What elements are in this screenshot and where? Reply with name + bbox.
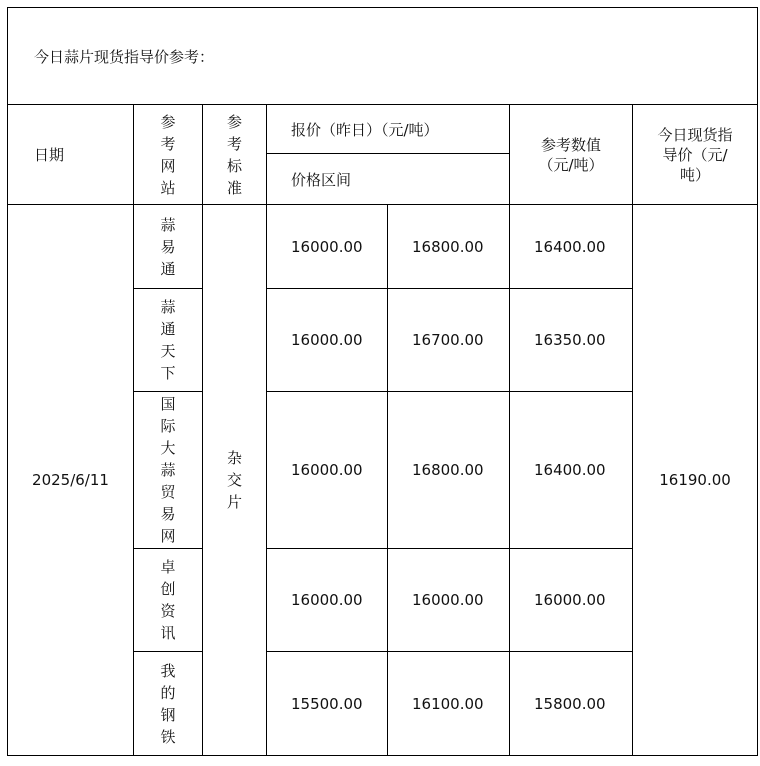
site-cell: 我 的 钢 铁: [134, 652, 203, 756]
low-price-cell: 16000.00: [267, 289, 388, 392]
header-today-guide-text: 今日现货指导价（元/吨）: [657, 125, 733, 184]
table-row: [8, 205, 758, 289]
table-title: 今日蒜片现货指导价参考：: [8, 8, 758, 105]
high-price-cell: 16800.00: [388, 392, 510, 549]
header-price-range: 价格区间: [267, 154, 510, 205]
ref-value-cell: 15800.00: [510, 652, 633, 756]
header-row-1: [8, 105, 758, 154]
today-guide-cell: 16190.00: [633, 205, 758, 756]
header-site: 参 考 网 站: [134, 105, 203, 205]
title-row: [8, 8, 758, 105]
price-table: [7, 7, 758, 756]
low-price-cell: 15500.00: [267, 652, 388, 756]
header-ref-value-text: 参考数值（元/吨）: [538, 135, 604, 174]
header-date: 日期: [8, 105, 134, 205]
low-price-cell: 16000.00: [267, 392, 388, 549]
high-price-cell: 16000.00: [388, 549, 510, 652]
high-price-cell: 16100.00: [388, 652, 510, 756]
ref-value-cell: 16350.00: [510, 289, 633, 392]
site-cell: 卓 创 资 讯: [134, 549, 203, 652]
header-standard: 参 考 标 准: [203, 105, 267, 205]
site-cell: 蒜 通 天 下: [134, 289, 203, 392]
ref-value-cell: 16400.00: [510, 392, 633, 549]
date-cell: 2025/6/11: [8, 205, 134, 756]
header-today-guide: [633, 105, 758, 205]
high-price-cell: 16700.00: [388, 289, 510, 392]
site-cell: 蒜 易 通: [134, 205, 203, 289]
ref-value-cell: 16400.00: [510, 205, 633, 289]
standard-cell: 杂 交 片: [203, 205, 267, 756]
header-price-yesterday: 报价（昨日）（元/吨）: [267, 105, 510, 154]
high-price-cell: 16800.00: [388, 205, 510, 289]
low-price-cell: 16000.00: [267, 205, 388, 289]
price-table-frame: [7, 7, 757, 756]
ref-value-cell: 16000.00: [510, 549, 633, 652]
low-price-cell: 16000.00: [267, 549, 388, 652]
site-cell: 国 际 大 蒜 贸 易 网: [134, 392, 203, 549]
header-ref-value: [510, 105, 633, 205]
